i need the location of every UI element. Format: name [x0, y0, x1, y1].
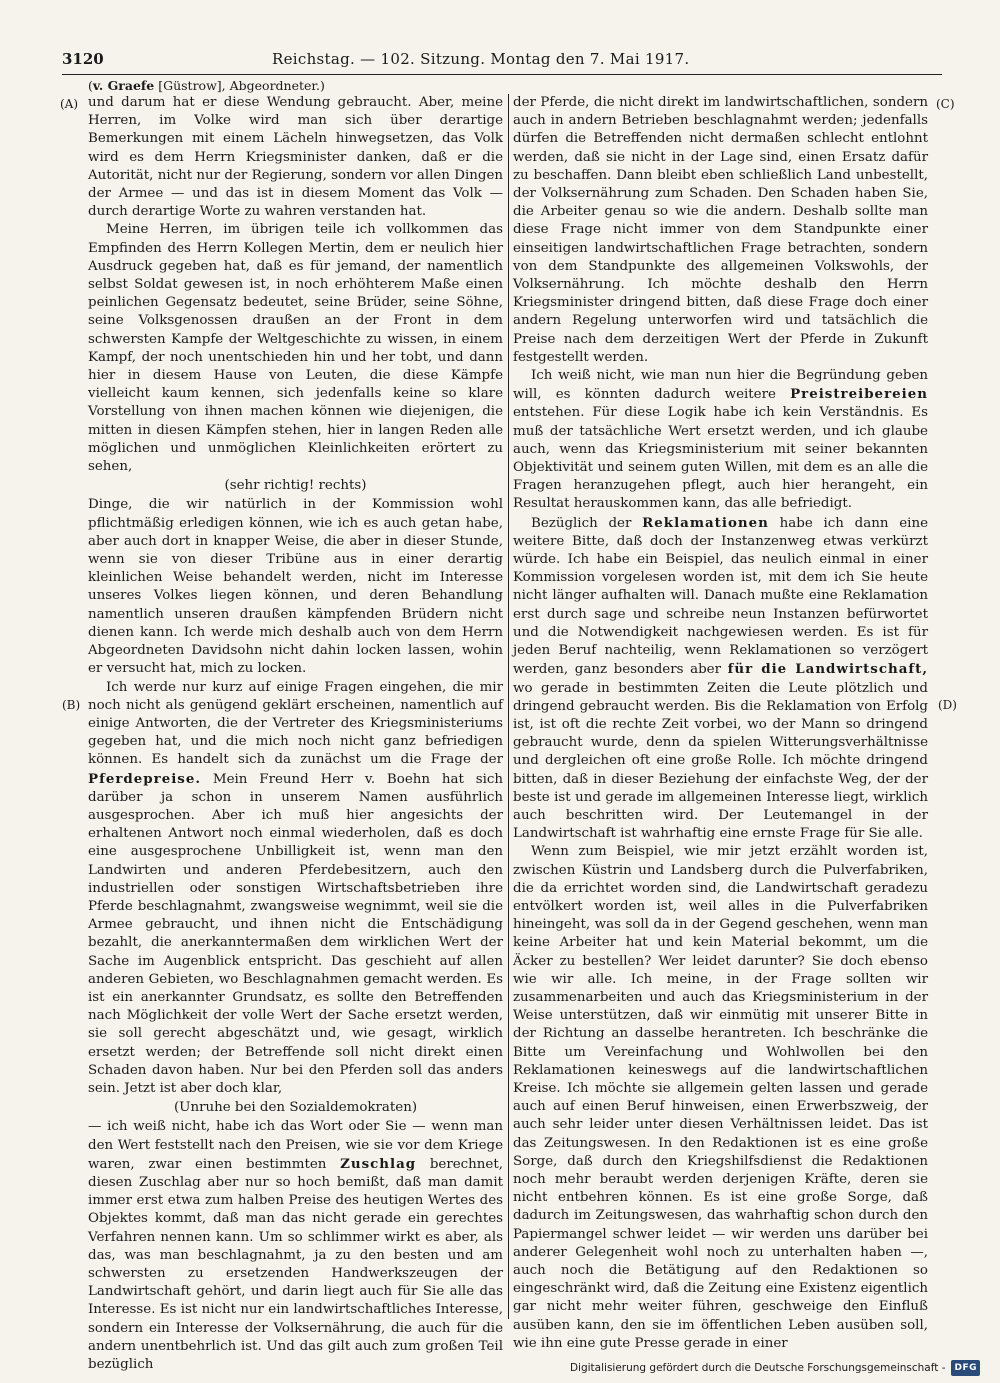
page-header: [62, 46, 942, 72]
bold-term: Pferdepreise.: [88, 770, 202, 787]
paragraph: der Pferde, die nicht direkt im landwirtschaftlichen, sondern auch in andern Betrieben beschlagnahmt werden; jedenfalls dürfen die Betreffenden nicht dermaßen schlecht entlohnt werden, daß sie nicht in der Lage sind, einen Ersatz dafür zu beschaffen. Dann bleibt eben schließlich Land unbestellt, der Volksernährung zum Schaden. Den Schaden haben Sie, die Arbeiter genau so wie die andern. Deshalb sollte man diese Frage nicht immer von dem Standpunkte einer einseitigen landwirtschaftlichen Frage betrachten, sondern von dem Standpunkte des allgemeinen Volkswohls, der Volksernährung. Ich möchte deshalb den Herrn Kriegsminister dringend bitten, daß diese Frage doch einer andern Regelung unterworfen wird und tatsächlich die Preise nach dem derzeitigen Wert der Pferde in Zukunft festgestellt werden.: [513, 95, 928, 365]
text-run: — ich weiß nicht, habe ich das Wort oder Sie — wenn man den Wert feststellt nach den Preisen, wie sie vor dem Kriege waren, zwar einen bestimmten: [88, 1119, 503, 1172]
bold-term: für die Landwirtschaft,: [727, 661, 928, 678]
text-run: Ich weiß nicht, wie man nun hier die Begründung geben will, es könnten dadurch weitere: [513, 368, 928, 403]
paragraph: Meine Herren, im übrigen teile ich vollkommen das Empfinden des Herrn Kollegen Mertin, dem er neulich hier Ausdruck gegeben hat, daß es für jemand, der namentlich selbst Soldat gewesen ist, in noch erhöhterem Maße einen peinlichen Gegensatz bedeutet, seine Brüder, seine Söhne, seine Volksgenossen draußen an der Front in dem schwersten Kampfe der Weltgeschichte zu wissen, in einem Kampf, der noch unentschieden hin und her tobt, und dann hier in diesem Hause von Leuten, die diese Kämpfe vielleicht kaum kennen, sich jedenfalls keine so klare Vorstellung von ihnen machen können wie diejenigen, die mitten in diesen Kämpfen stehen, hier in langen Reden alle möglichen und unmöglichen Kleinlichkeiten erörtert zu sehen,: [88, 222, 503, 475]
speaker-name: v. Graefe: [92, 78, 155, 93]
page-number: 3120: [62, 50, 104, 68]
paragraph: Dinge, die wir natürlich in der Kommission wohl pflichtmäßig erledigen können, wie ich es auch getan habe, aber auch dort in knapper Weise, die aber in dieser Stunde, wenn sie von dieser Tribüne aus in einer derartig kleinlichen Weise behandelt werden, nicht im Interesse unseres Volkes liegen können, und deren Behandlung namentlich unseren draußen kämpfenden Brüdern nicht dienen kann. Ich werde mich deshalb auch von dem Herrn Abgeordneten Davidsohn nicht dahin locken lassen, wohin er versucht hat, mich zu locken.: [88, 497, 503, 677]
paragraph: [513, 514, 928, 844]
footer-text: Digitalisierung gefördert durch die Deutsche Forschungsgemeinschaft -: [569, 1362, 946, 1374]
page-header-title: Reichstag. — 102. Sitzung. Montag den 7. Mai 1917.: [272, 50, 690, 68]
bold-term: Preistreibereien: [790, 386, 928, 403]
text-column-left: [88, 94, 503, 1373]
bold-term: Reklamationen: [642, 514, 769, 531]
interjection: (sehr richtig! rechts): [224, 478, 367, 494]
margin-marker-c: (C): [936, 97, 955, 111]
text-run: habe ich dann eine weitere Bitte, daß doch der Instanzenweg etwas verkürzt würde. Ich habe ein Beispiel, das neulich einmal in einer Kommission vorgelesen worden ist, mit dem ich Sie heute nicht länger aufhalten will. Danach mußte eine Reklamation erst durch sage und schreibe neun Instanzen befürwortet und die Notwendigkeit nachgewiesen werden. Es ist für jeden Beruf nachteilig, wenn Reklamationen so verzögert werden, ganz besonders aber: [513, 515, 928, 678]
text-run: Bezüglich der: [531, 515, 643, 531]
text-run: wo gerade in bestimmten Zeiten die Leute plötzlich und dringend gebraucht werden. Bis die Reklamation von Erfolg ist, ist oft die rechte Zeit vorbei, wo der Mann so dringend gebraucht wurde, denn da spielen Witterungsverhältnisse und dergleichen oft eine große Rolle. Ich möchte dringend bitten, daß in dieser Beziehung der einfachste Weg, der der beste ist und gerade im allgemeinen Interesse liegt, wirklich auch beschritten wird. Der Leutemangel in der Landwirtschaft ist wahrhaftig eine ernste Frage für Sie alle.: [513, 680, 928, 842]
text-run: berechnet, diesen Zuschlag aber nur so hoch bemißt, daß man damit immer erst etwa zum halben Preise des heutigen Wertes des Objektes kommt, daß man das nicht gerade ein gerechtes Verfahren nennen kann. Um so schlimmer wirkt es aber, als das, was man beschlagnahmt, ja zu den besten und am schwersten zu ersetzenden Handwerkszeugen der Landwirtschaft gehört, und darin liegt auch für Sie alle das Interesse. Es ist nicht nur ein landwirtschaftliches Interesse, sondern ein Interesse der Volksernährung, die auch für die andern unentbehrlich ist. Und das gilt auch zum großen Teil bezüglich: [88, 1156, 503, 1373]
bold-term: Zuschlag: [340, 1155, 417, 1172]
digitization-credit: [570, 1360, 980, 1376]
paragraph: [88, 679, 503, 1099]
interjection: (Unruhe bei den Sozialdemokraten): [173, 1100, 418, 1116]
column-divider: [508, 94, 509, 1319]
header-rule: [62, 74, 942, 75]
paragraph: Wenn zum Beispiel, wie mir jetzt erzählt worden ist, zwischen Küstrin und Landsberg durch die Pulverfabriken, die da errichtet worden sind, die Landwirtschaft geradezu entvölkert worden ist, weil alles in die Pulverfabriken hineingeht, was soll da in der Gegend geschehen, wenn man keine Arbeiter hat und kein Material bekommt, um die Äcker zu bestellen? Wer leidet darunter? Sie doch ebenso wie wir alle. Ich meine, in der Frage sollten wir zusammenarbeiten und auch das Kriegsministerium in der Weise unterstützen, daß wir einmütig mit unserer Bitte in der Richtung an dasselbe herantreten. Ich beschränke die Bitte um Vereinfachung und Wohlwollen bei den Reklamationen keineswegs auf die landwirtschaftlichen Kreise. Ich möchte sie allgemein gelten lassen und gerade auch auf einen Beruf hinweisen, einen Erwerbszweig, der auch sehr leider unter diesen Verhältnissen leidet. Das ist das Zeitungswesen. In den Redaktionen ist es eine große Sorge, daß durch den Kriegshilfsdienst die Redaktionen noch mehr beraubt werden derjenigen Kräfte, deren sie nicht entbehren können. Es ist eine große Sorge, daß dadurch im Zeitungswesen, das wahrhaftig schon durch den Papiermangel schwer leidet — wir werden uns darüber bei anderer Gelegenheit wohl noch zu unterhalten haben —, auch noch die Betätigung auf den Redaktionen so eingeschränkt wird, daß die Zeitung eine Existenz eigentlich gar nicht mehr weiter führen, geschweige den Einfluß ausüben kann, den sie im öffentlichen Leben ausüben soll, wie ihn eine gute Presse gerade in einer: [513, 844, 928, 1351]
margin-marker-a: (A): [60, 97, 79, 111]
paragraph: [513, 367, 928, 514]
margin-marker-d: (D): [938, 698, 957, 712]
text-run: entstehen. Für diese Logik habe ich kein Verständnis. Es muß der tatsächliche Wert ersetzt werden, und ich glaube auch, wenn das Kriegsministerium mit seiner bekannten Objektivität und seinem guten Willen, mit dem es an alle die Fragen heranzugehen pflegt, auch hier herangeht, ein Resultat herauskommen kann, das alle befriedigt.: [513, 405, 928, 512]
paragraph: [88, 1118, 503, 1374]
dfg-logo: DFG: [951, 1360, 980, 1376]
speaker-detail: [Güstrow], Abgeordneter.): [158, 78, 325, 93]
text-run: Ich werde nur kurz auf einige Fragen eingehen, die mir noch nicht als genügend geklärt erscheinen, namentlich auf einige Antworten, die der Vertreter des Kriegsministeriums gegeben hat, und die mich noch nicht ganz befriedigen können. Es handelt sich da zunächst um die Frage der: [88, 679, 503, 768]
paragraph: und darum hat er diese Wendung gebraucht. Aber, meine Herren, im Volke wird man sich über derartige Bemerkungen mit einem Lächeln hinwegsetzen, das Volk wird es dem Herrn Kriegsminister danken, daß er die Autorität, nicht nur der Regierung, sondern vor allen Dingen der Armee — und das ist in diesem Moment das Volk — durch derartige Worte zu wahren verstanden hat.: [88, 95, 503, 220]
text-run: Mein Freund Herr v. Boehn hat sich darüber ja schon in unserem Namen ausführlich ausgesprochen. Aber ich muß hier angesichts der erhaltenen Antwort noch einmal wiederholen, daß es doch eine ausgesprochene Unbilligkeit ist, wenn man den Landwirten und anderen Pferdebesitzern, auch den industriellen oder sonstigen Wirtschaftsbetrieben ihre Pferde beschlagnahmt, zwangsweise wegnimmt, weil sie die Armee gebraucht, und ihnen nicht die Entschädigung bezahlt, die anerkanntermaßen dem wirklichen Wert der Sache im Augenblick entspricht. Das geschieht auf allen anderen Gebieten, wo Beschlagnahmen gemacht werden. Es ist ein anerkannter Grundsatz, es sollte den Betreffenden nach Möglichkeit der volle Wert der Sache ersetzt werden, sie soll gerecht abgeschätzt und, wie gesagt, wirklich ersetzt werden; der Betreffende soll nicht direkt einen Schaden davon haben. Nur bei den Pferden soll das anders sein. Jetzt ist aber doch klar,: [88, 771, 503, 1096]
text-column-right: [513, 94, 928, 1351]
speaker-line: (v. Graefe [Güstrow], Abgeordneter.): [88, 78, 325, 93]
margin-marker-b: (B): [62, 698, 81, 712]
